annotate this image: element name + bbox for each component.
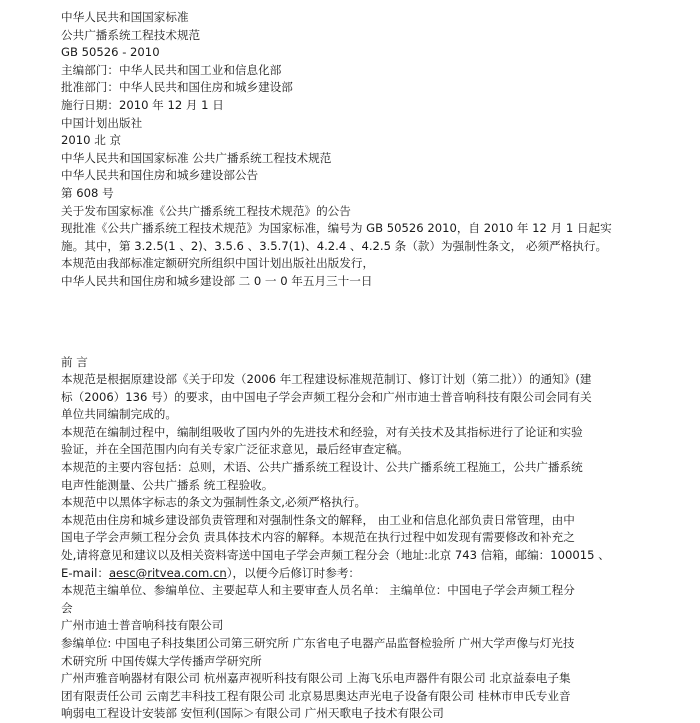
chief-editing-department: 主编部门：中华人民共和国工业和信息化部 xyxy=(61,62,282,77)
preface-line: 本规范是根据原建设部《关于印发（2006 年工程建设标准规范制订、修订计划（第二批））的通知》(建 xyxy=(61,372,592,387)
announcement-number: 第 608 号 xyxy=(61,185,114,200)
effective-date: 施行日期：2010 年 12 月 1 日 xyxy=(61,97,224,112)
participating-units-line: 响弱电工程设计安装部 安恒利(国际＞有限公司 广州天歌电子技术有限公司 xyxy=(61,706,444,721)
announcement-body-line: 施。其中，第 3.2.5(1 、2)、3.5.6 、3.5.7(1)、4.2.4 、4.2.5 条（款）为强制性条文， 必须严格执行。 xyxy=(61,238,608,253)
preface-line: 本规范主编单位、参编单位、主要起草人和主要审查人员名单： 主编单位：中国电子学会声频工程分 xyxy=(61,583,575,598)
preface-line: 验证，并在全国范围内向有关专家广泛征求意见，最后经审查定稿。 xyxy=(61,442,409,457)
preface-line: 标（2006）136 号）的要求，由中国电子学会声频工程分会和广州市迪士普音响科技有限公司会同有关 xyxy=(61,389,592,404)
preface-line: 处,请将意见和建议以及相关资料寄送中国电子学会声频工程分会（地址:北京 743 信箱，邮编：100015 、 xyxy=(61,548,610,563)
publisher: 中国计划出版社 xyxy=(61,115,143,130)
participating-units-line: 广州声雅音响器材有限公司 杭州嘉声视听科技有限公司 上海飞乐电声器件有限公司 北京益泰电子集 xyxy=(61,671,571,686)
announcement-signature: 中华人民共和国住房和城乡建设部 二 0 一 0 年五月三十一日 xyxy=(61,273,373,288)
announcement-body-line: 现批准《公共广播系统工程技术规范》为国家标准，编号为 GB 50526 2010，自 2010 年 12 月 1 日起实 xyxy=(61,221,612,236)
preface-line: 电声性能测量、公共广播系 统工程验收。 xyxy=(61,477,274,492)
publish-place-year: 2010 北 京 xyxy=(61,133,122,148)
contact-email-line xyxy=(61,565,661,583)
approving-department: 批准部门：中华人民共和国住房和城乡建设部 xyxy=(61,80,293,95)
standard-full-title: 中华人民共和国国家标准 公共广播系统工程技术规范 xyxy=(61,150,332,165)
contact-email-link[interactable]: aesc@ritvea.com.cn xyxy=(108,565,227,580)
preface-heading: 前 言 xyxy=(61,354,88,369)
announcement-issuer: 中华人民共和国住房和城乡建设部公告 xyxy=(61,168,259,183)
section-gap xyxy=(61,291,661,354)
preface-line: 本规范由住房和城乡建设部负责管理和对强制性条文的解释， 由工业和信息化部负责日常管理，由中 xyxy=(61,512,575,527)
preface-line: 本规范中以黑体字标志的条文为强制性条文,必须严格执行。 xyxy=(61,495,367,510)
participating-units-line: 参编单位: 中国电子科技集团公司第三研究所 广东省电子电器产品监督检验所 广州大学声像与灯光技 xyxy=(61,636,575,650)
announcement-title: 关于发布国家标准《公共广播系统工程技术规范》的公告 xyxy=(61,203,351,218)
participating-units-line: 术研究所 中国传媒大学传播声学研究所 xyxy=(61,653,262,668)
standard-number: GB 50526 - 2010 xyxy=(61,45,160,60)
preface-line: 单位共同编制完成的。 xyxy=(61,407,177,422)
announcement-body-line: 本规范由我部标准定额研究所组织中国计划出版社出版发行， xyxy=(61,256,375,271)
preface-line: 国电子学会声频工程分会负 责具体技术内容的解释。本规范在执行过程中如发现有需要修改和补充之 xyxy=(61,530,575,545)
email-suffix: ），以便今后修订时参考： xyxy=(226,565,361,580)
chief-editing-unit: 广州市迪士普音响科技有限公司 xyxy=(61,618,224,633)
document-page xyxy=(61,9,661,723)
standard-title: 公共广播系统工程技术规范 xyxy=(61,27,201,42)
standard-category: 中华人民共和国国家标准 xyxy=(61,10,189,24)
preface-line: 会 xyxy=(61,600,73,615)
preface-line: 本规范在编制过程中，编制组吸收了国内外的先进技术和经验，对有关技术及其指标进行了论证和实验 xyxy=(61,424,583,439)
email-prefix: E-mail： xyxy=(61,565,109,580)
preface-line: 本规范的主要内容包括：总则，术语、公共广播系统工程设计、公共广播系统工程施工，公共广播系统 xyxy=(61,460,583,475)
participating-units-line: 团有限责任公司 云南艺丰科技工程有限公司 北京易思奥达声光电子设备有限公司 桂林市申氏专业音 xyxy=(61,688,571,703)
